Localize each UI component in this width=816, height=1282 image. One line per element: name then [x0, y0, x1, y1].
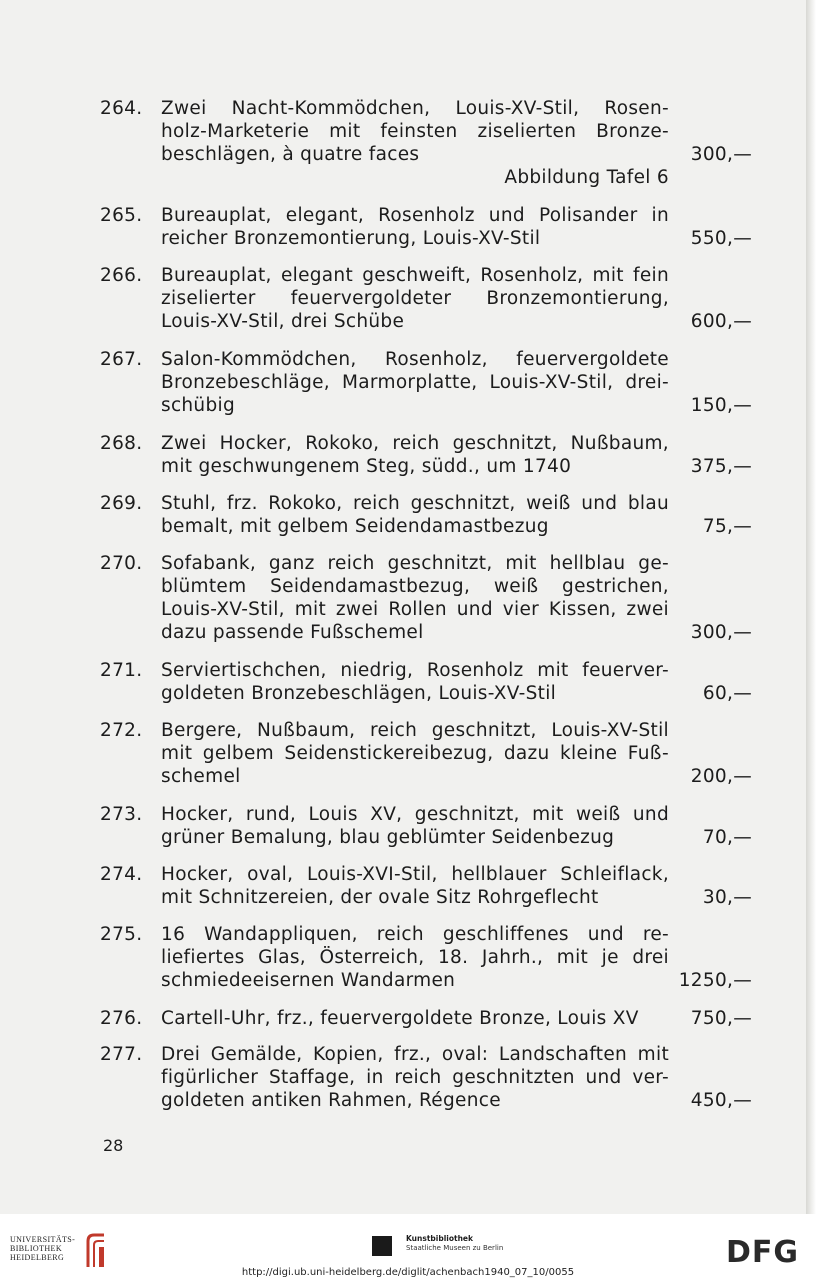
entry-price: 150,— [690, 395, 752, 416]
entry-number: 264. [100, 98, 143, 119]
entry-price: 60,— [702, 683, 752, 704]
description-line: Bronzebeschläge, Marmorplatte, Louis-XV-Stil, drei- [161, 372, 669, 393]
entry-number: 271. [100, 660, 143, 681]
description-line: ziselierter feuervergoldeter Bronzemontierung, [161, 288, 669, 309]
entry-description [161, 432, 669, 478]
entry-number: 267. [100, 349, 143, 370]
entry-description [161, 97, 669, 189]
entry-description [161, 659, 669, 705]
description-line: bemalt, mit gelbem Seidendamastbezug [161, 516, 549, 537]
entry-number: 272. [100, 720, 143, 741]
entry-description [161, 348, 669, 417]
entry-description [161, 552, 669, 644]
entry-number: 274. [100, 864, 143, 885]
kunstbibliothek-mark-icon [372, 1236, 392, 1256]
description-line: dazu passende Fußschemel [161, 622, 424, 643]
entry-price: 300,— [690, 144, 752, 165]
description-line: Serviertischchen, niedrig, Rosenholz mit feuerver- [161, 660, 669, 681]
description-line: Zwei Nacht-Kommödchen, Louis-XV-Stil, Rosen- [161, 98, 669, 119]
entry-number: 269. [100, 493, 143, 514]
kunstbibliothek-logo [372, 1234, 532, 1258]
dfg-logo: DFG [726, 1235, 800, 1270]
description-line: holz-Marketerie mit feinsten ziselierten Bronze- [161, 121, 669, 142]
entry-price: 30,— [702, 887, 752, 908]
description-line: 16 Wandappliquen, reich geschliffenes und re- [161, 924, 669, 945]
description-line: Stuhl, frz. Rokoko, reich geschnitzt, weiß und blau [161, 493, 669, 514]
entry-price: 375,— [690, 456, 752, 477]
entry-number: 276. [100, 1008, 143, 1029]
page-number: 28 [103, 1136, 124, 1155]
illustration-note: Abbildung Tafel 6 [504, 167, 669, 188]
description-line: Bureauplat, elegant, Rosenholz und Polisander in [161, 205, 669, 226]
description-line: schmiedeeisernen Wandarmen [161, 970, 456, 991]
entry-price: 200,— [690, 766, 752, 787]
description-line: Sofabank, ganz reich geschnitzt, mit hellblau ge- [161, 553, 669, 574]
university-line-3: HEIDELBERG [10, 1253, 65, 1262]
description-line: Louis-XV-Stil, mit zwei Rollen und vier Kissen, zwei [161, 599, 669, 620]
entry-description [161, 1007, 669, 1030]
entry-number: 266. [100, 265, 143, 286]
kunstbibliothek-subtitle: Staatliche Museen zu Berlin [406, 1244, 504, 1252]
source-url-link[interactable]: http://digi.ub.uni-heidelberg.de/diglit/achenbach1940_07_10/0055 [241, 1267, 575, 1278]
description-line: schemel [161, 766, 241, 787]
entry-description [161, 492, 669, 538]
description-line: blümtem Seidendamastbezug, weiß gestrichen, [161, 576, 669, 597]
description-line: goldeten Bronzebeschlägen, Louis-XV-Stil [161, 683, 557, 704]
description-line: Hocker, rund, Louis XV, geschnitzt, mit weiß und [161, 804, 669, 825]
heidelberg-university-library-logo [10, 1233, 105, 1269]
description-line: reicher Bronzemontierung, Louis-XV-Stil [161, 228, 541, 249]
description-line: Salon-Kommödchen, Rosenholz, feuervergoldete [161, 349, 669, 370]
kunstbibliothek-title: Kunstbibliothek [406, 1234, 474, 1243]
entry-number: 270. [100, 553, 143, 574]
description-line: mit gelbem Seidenstickereibezug, dazu kleine Fuß- [161, 743, 669, 764]
entry-description [161, 204, 669, 250]
entry-price: 75,— [702, 516, 752, 537]
entry-number: 273. [100, 804, 143, 825]
entry-price: 70,— [702, 827, 752, 848]
entry-number: 265. [100, 205, 143, 226]
description-line: Bureauplat, elegant geschweift, Rosenholz, mit fein [161, 265, 669, 286]
entry-number: 268. [100, 433, 143, 454]
entry-price: 750,— [690, 1008, 752, 1029]
description-line: mit Schnitzereien, der ovale Sitz Rohrgeflecht [161, 887, 599, 908]
description-line: Zwei Hocker, Rokoko, reich geschnitzt, Nußbaum, [161, 433, 669, 454]
description-line: grüner Bemalung, blau geblümter Seidenbezug [161, 827, 615, 848]
entry-price: 1250,— [678, 970, 752, 991]
description-line: Cartell-Uhr, frz., feuervergoldete Bronze, Louis XV [161, 1008, 639, 1029]
page-edge [806, 0, 816, 1214]
description-line: Bergere, Nußbaum, reich geschnitzt, Louis-XV-Stil [161, 720, 669, 741]
description-line: liefiertes Glas, Österreich, 18. Jahrh., mit je drei [161, 947, 669, 968]
description-line: Drei Gemälde, Kopien, frz., oval: Landschaften mit [161, 1044, 669, 1065]
description-line: beschlägen, à quatre faces [161, 144, 420, 165]
description-line: figürlicher Staffage, in reich geschnitzten und ver- [161, 1067, 669, 1088]
entry-description [161, 1043, 669, 1112]
description-line: Hocker, oval, Louis-XVI-Stil, hellblauer Schleiflack, [161, 864, 669, 885]
entry-description [161, 923, 669, 992]
entry-price: 450,— [690, 1090, 752, 1111]
entry-description [161, 803, 669, 849]
entry-description [161, 264, 669, 333]
university-line-2: BIBLIOTHEK [10, 1244, 62, 1253]
university-line-1: UNIVERSITÄTS- [10, 1235, 76, 1244]
university-emblem-icon [84, 1233, 106, 1269]
entry-description [161, 719, 669, 788]
description-line: schübig [161, 395, 235, 416]
description-line: mit geschwungenem Steg, südd., um 1740 [161, 456, 572, 477]
description-line: Louis-XV-Stil, drei Schübe [161, 311, 405, 332]
entry-price: 550,— [690, 228, 752, 249]
entry-number: 277. [100, 1044, 143, 1065]
entry-price: 600,— [690, 311, 752, 332]
entry-number: 275. [100, 924, 143, 945]
entry-price: 300,— [690, 622, 752, 643]
description-line: goldeten antiken Rahmen, Régence [161, 1090, 501, 1111]
entry-description [161, 863, 669, 909]
